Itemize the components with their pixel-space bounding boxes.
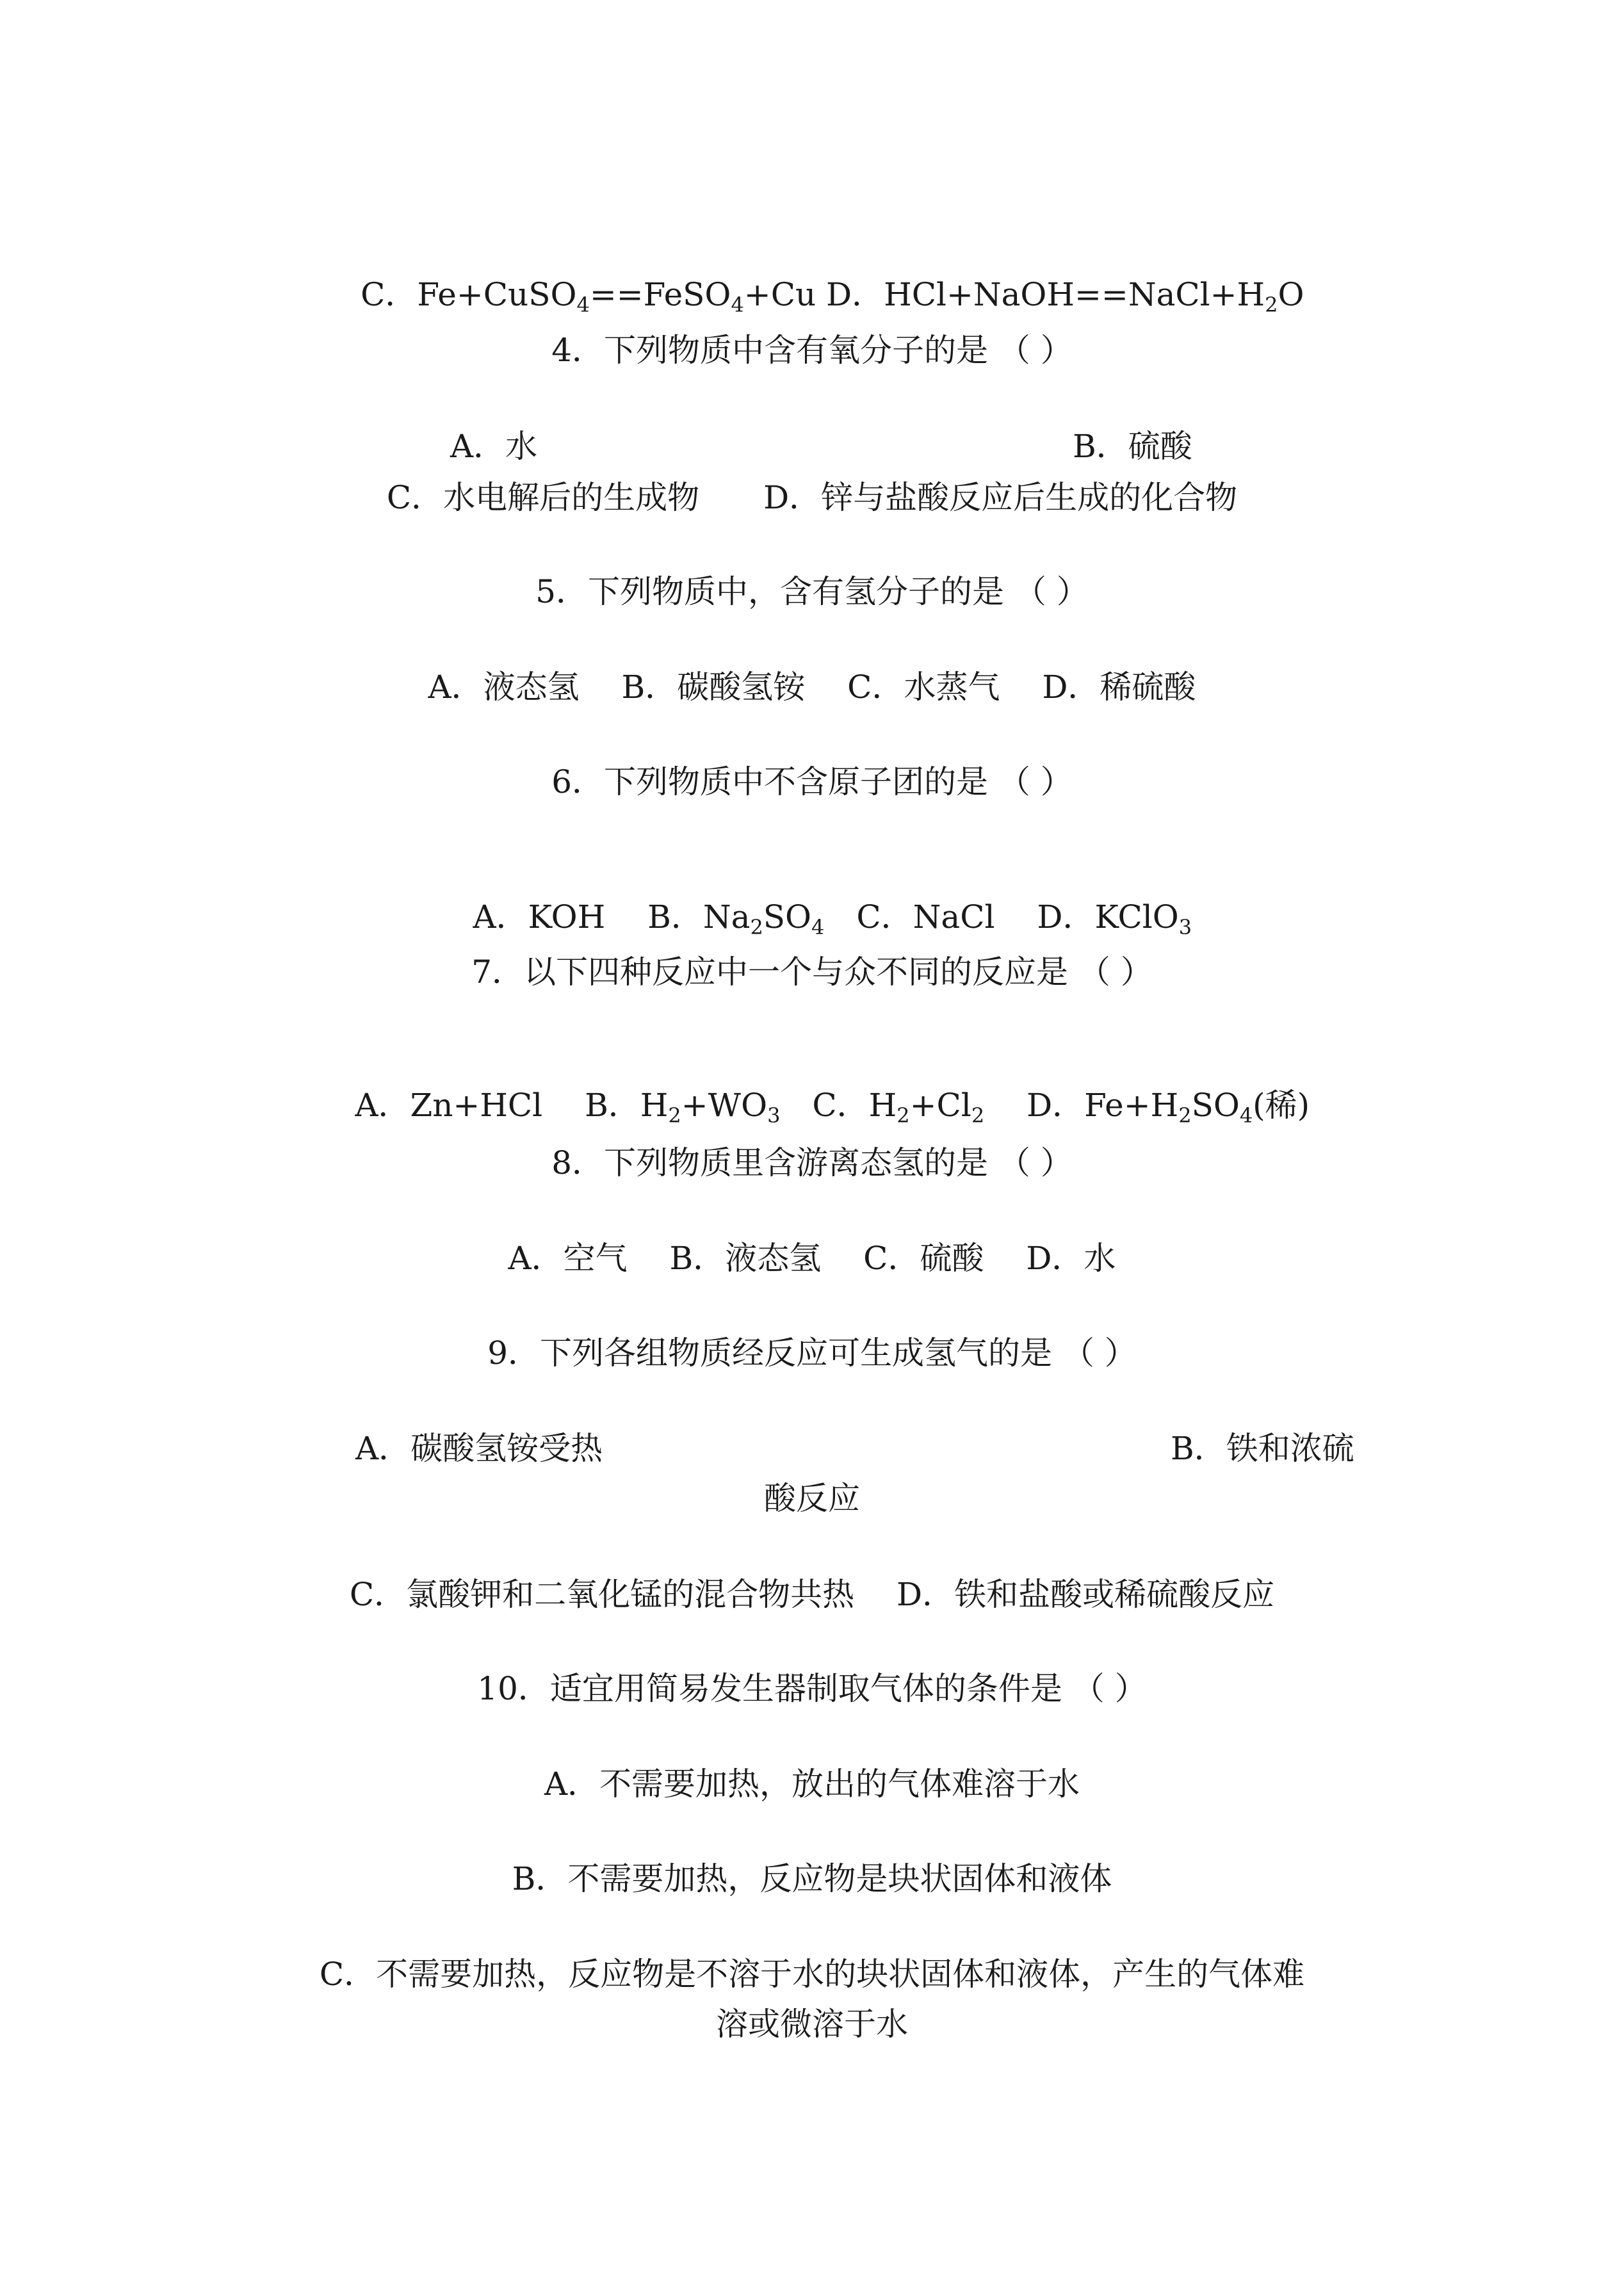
q10-option-c-continued: 溶或微溶于水	[716, 2006, 908, 2043]
q6-stem: 6．下列物质中不含原子团的是 （ ）	[551, 763, 1073, 800]
q7-options: A．Zn+HCl B．$H_2+WO_3$ C．$H_2+Cl_2$ D．$Fe+H_2SO_4$(稀)	[355, 1087, 1310, 1128]
q4-option-a: A．水	[450, 428, 538, 465]
q9-option-b-continued: 酸反应	[764, 1480, 860, 1517]
q9-option-b: B．铁和浓硫	[1171, 1430, 1354, 1467]
q6-options: A．KOH B．$Na_2SO_4$ C．NaCl D．KClO$_3$	[473, 898, 1192, 939]
q10-option-b: B．不需要加热，反应物是块状固体和液体	[512, 1860, 1112, 1897]
q3-options-cd: C．Fe+CuSO$_4$==FeSO$_4$+Cu D．$HCl+NaOH==NaCl+H_2O$	[361, 276, 1304, 317]
q4-option-b: B．硫酸	[1073, 428, 1192, 465]
q10-stem: 10．适宜用简易发生器制取气体的条件是 （ ）	[477, 1670, 1147, 1707]
q8-options: A．空气 B．液态氢 C．硫酸 D．水	[508, 1240, 1116, 1277]
q9-options-cd: C．氯酸钾和二氧化锰的混合物共热 D．铁和盐酸或稀硫酸反应	[349, 1576, 1275, 1613]
q9-option-a: A．碳酸氢铵受热	[355, 1430, 603, 1467]
q8-stem: 8．下列物质里含游离态氢的是 （ ）	[551, 1144, 1073, 1181]
q10-option-a: A．不需要加热，放出的气体难溶于水	[544, 1765, 1080, 1803]
q5-stem: 5．下列物质中，含有氢分子的是 （ ）	[535, 573, 1089, 610]
q10-option-c: C．不需要加热，反应物是不溶于水的块状固体和液体，产生的气体难	[319, 1956, 1305, 1993]
q7-stem: 7．以下四种反应中一个与众不同的反应是 （ ）	[471, 953, 1153, 991]
q4-options-cd: C．水电解后的生成物 D．锌与盐酸反应后生成的化合物	[386, 479, 1238, 516]
q4-stem: 4．下列物质中含有氧分子的是 （ ）	[551, 332, 1073, 369]
q5-options: A．液态氢 B．碳酸氢铵 C．水蒸气 D．稀硫酸	[428, 669, 1196, 706]
q9-stem: 9．下列各组物质经反应可生成氢气的是 （ ）	[487, 1334, 1137, 1372]
